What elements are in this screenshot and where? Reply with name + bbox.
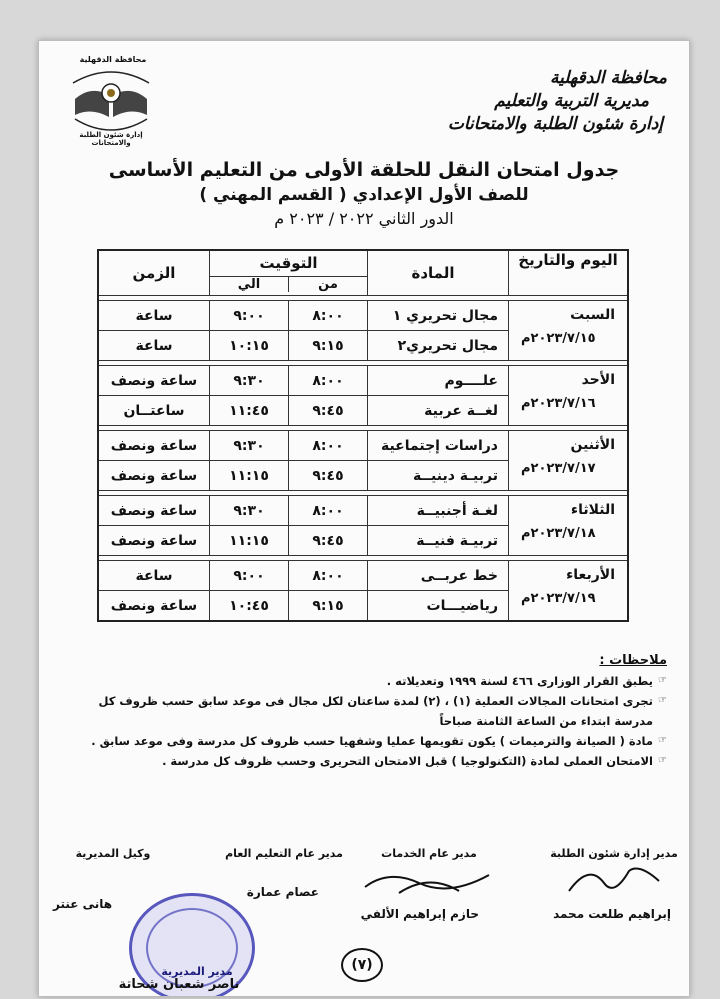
to-cell: ١٠:١٥	[210, 331, 289, 361]
logo-caption-bottom: إدارة شئون الطلبة والامتحانات	[79, 131, 143, 147]
subject-cell: مجال تحريري ١	[368, 301, 509, 331]
signature-role: مدير إدارة شئون الطلبة	[550, 847, 678, 860]
table-row	[98, 366, 628, 396]
header-duration: الزمن	[98, 250, 210, 296]
from-cell: ٨:٠٠	[289, 301, 368, 331]
note-item: ☞ مادة ( الصيانة والترميمات ) يكون تقويمها عمليا وشفهيا حسب ظروف كل مدرسة وفى موعد سابق .	[57, 731, 667, 751]
signature-role: وكيل المديرية	[75, 847, 151, 860]
header-time-label: التوقيت	[259, 254, 318, 272]
page-number: (٧)	[341, 948, 383, 982]
signature-role: مدير عام الخدمات	[381, 847, 477, 860]
header-line-directorate: مديرية التربية والتعليم	[494, 91, 649, 111]
table-row	[98, 301, 628, 331]
table-row	[98, 431, 628, 461]
day-cell	[509, 561, 629, 622]
table-row	[98, 496, 628, 526]
subject-cell: علــــوم	[368, 366, 509, 396]
from-cell: ٨:٠٠	[289, 366, 368, 396]
from-cell: ٨:٠٠	[289, 431, 368, 461]
from-cell: ٨:٠٠	[289, 496, 368, 526]
signature-name: حازم إبراهيم الألفي	[360, 907, 479, 921]
signature-role: مدير عام التعليم العام	[225, 847, 343, 860]
day-cell	[509, 366, 629, 426]
to-cell: ٩:٣٠	[210, 496, 289, 526]
notes-section	[57, 651, 667, 771]
day-name: الأثنين	[570, 437, 615, 453]
day-date: ٢٠٢٣/٧/١٩م	[521, 591, 596, 606]
day-date: ٢٠٢٣/٧/١٦م	[521, 396, 596, 411]
to-cell: ٩:٠٠	[210, 301, 289, 331]
notes-title: ملاحظات :	[599, 653, 667, 668]
duration-cell: ساعة ونصف	[98, 461, 210, 491]
header-authority	[448, 67, 667, 136]
stamp-caption: مدير المديرية	[161, 965, 233, 978]
to-cell: ١١:١٥	[210, 526, 289, 556]
to-cell: ٩:٠٠	[210, 561, 289, 591]
duration-cell: ساعة ونصف	[98, 431, 210, 461]
subject-cell: تربيـة دينيــة	[368, 461, 509, 491]
header-day-date: اليوم والتاريخ	[509, 250, 629, 296]
duration-cell: ساعة ونصف	[98, 591, 210, 622]
day-cell	[509, 301, 629, 361]
header-time	[210, 250, 368, 296]
to-cell: ٩:٣٠	[210, 366, 289, 396]
subject-cell: تربيـة فنيــة	[368, 526, 509, 556]
duration-cell: ساعة	[98, 331, 210, 361]
document-title	[39, 159, 689, 228]
duration-cell: ساعة	[98, 561, 210, 591]
day-name: السبت	[570, 307, 615, 323]
signature-general-education	[209, 847, 359, 899]
to-cell: ٩:٣٠	[210, 431, 289, 461]
day-date: ٢٠٢٣/٧/١٥م	[521, 331, 596, 346]
title-line-1: جدول امتحان النقل للحلقة الأولى من التعليم الأساسى	[108, 159, 620, 181]
duration-cell: ساعة ونصف	[98, 526, 210, 556]
department-logo	[65, 55, 157, 141]
subject-cell: رياضيـــات	[368, 591, 509, 622]
day-cell	[509, 431, 629, 491]
signature-student-affairs	[549, 847, 679, 921]
day-name: الأربعاء	[566, 567, 615, 583]
header-line-department: إدارة شئون الطلبة والامتحانات	[447, 114, 663, 134]
from-cell: ٩:١٥	[289, 331, 368, 361]
subject-cell: خط عربــى	[368, 561, 509, 591]
title-line-2: للصف الأول الإعدادي ( القسم المهني )	[199, 185, 529, 205]
duration-cell: ساعة ونصف	[98, 496, 210, 526]
header-line-governorate: محافظة الدقهلية	[549, 68, 667, 88]
from-cell: ٩:٤٥	[289, 396, 368, 426]
signature-deputy	[53, 847, 173, 911]
exam-schedule-table	[97, 249, 629, 622]
to-cell: ١١:١٥	[210, 461, 289, 491]
title-line-3: الدور الثاني ٢٠٢٢ / ٢٠٢٣ م	[274, 209, 454, 228]
to-cell: ١١:٤٥	[210, 396, 289, 426]
handwritten-signature	[559, 861, 669, 901]
day-date: ٢٠٢٣/٧/١٧م	[521, 461, 596, 476]
from-cell: ٨:٠٠	[289, 561, 368, 591]
day-cell	[509, 496, 629, 556]
table-header-row	[98, 250, 628, 296]
day-date: ٢٠٢٣/٧/١٨م	[521, 526, 596, 541]
duration-cell: ساعة ونصف	[98, 366, 210, 396]
subject-cell: دراسات إجتماعية	[368, 431, 509, 461]
subject-cell: لغــة عربية	[368, 396, 509, 426]
note-item: ☞ يطبق القرار الوزارى ٤٦٦ لسنة ١٩٩٩ وتعديلاته .	[57, 671, 667, 691]
signature-name: إبراهيم طلعت محمد	[553, 907, 671, 921]
from-cell: ٩:٤٥	[289, 526, 368, 556]
director-name: ناصر شعبان شحاتة	[118, 977, 240, 992]
day-name: الثلاثاء	[570, 502, 615, 518]
from-cell: ٩:٤٥	[289, 461, 368, 491]
header-to: الي	[237, 277, 261, 292]
table-row	[98, 561, 628, 591]
document-page	[38, 40, 690, 997]
logo-caption-top: محافظة الدقهلية	[79, 55, 147, 64]
day-name: الأحد	[581, 372, 615, 388]
signature-name: عصام عمارة	[246, 885, 319, 899]
subject-cell: مجال تحريري٢	[368, 331, 509, 361]
duration-cell: ساعتــان	[98, 396, 210, 426]
header-subject: المادة	[368, 250, 509, 296]
to-cell: ١٠:٤٥	[210, 591, 289, 622]
note-item: ☞ الامتحان العملى لمادة (التكنولوجيا ) قبل الامتحان التحريرى وحسب ظروف كل مدرسة .	[57, 751, 667, 771]
handwritten-signature	[359, 863, 499, 903]
signature-name: هانى عنتر	[53, 897, 113, 911]
subject-cell: لغـة أجنبيــة	[368, 496, 509, 526]
from-cell: ٩:١٥	[289, 591, 368, 622]
duration-cell: ساعة	[98, 301, 210, 331]
note-item: ☞ تجرى امتحانات المجالات العملية (١) ، (٢) لمدة ساعتان لكل مجال فى موعد سابق حسب ظروف كل مدرسة ابتداء من الساعة الثامنة صباحاً	[57, 691, 667, 731]
header-from: من	[288, 277, 367, 292]
signature-services	[359, 847, 499, 921]
